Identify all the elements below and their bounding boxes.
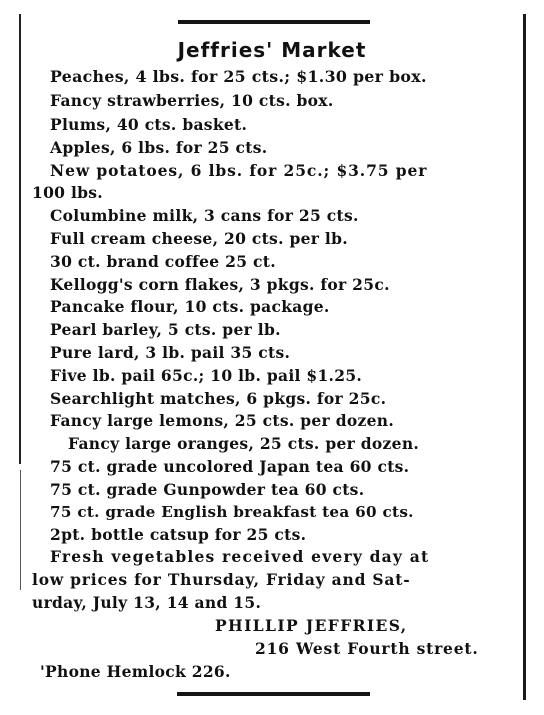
column-rule-left-lower	[20, 470, 21, 590]
ad-line-coffee: 30 ct. brand coffee 25 ct.	[50, 252, 276, 271]
ad-line-peaches: Peaches, 4 lbs. for 25 cts.; $1.30 per box.	[50, 67, 427, 86]
ad-line-potatoes-cont: 100 lbs.	[32, 183, 103, 202]
ad-line-plums: Plums, 40 cts. basket.	[50, 115, 248, 134]
ad-line-apples: Apples, 6 lbs. for 25 cts.	[50, 138, 268, 157]
ad-line-pancake-flour: Pancake flour, 10 cts. package.	[50, 297, 330, 316]
ad-line-dates: urday, July 13, 14 and 15.	[32, 593, 262, 612]
ad-line-matches: Searchlight matches, 6 pkgs. for 25c.	[50, 389, 387, 408]
ad-line-strawberries: Fancy strawberries, 10 cts. box.	[50, 91, 334, 110]
ad-line-lard: Pure lard, 3 lb. pail 35 cts.	[50, 343, 291, 362]
ad-line-vegetables: Fresh vegetables received every day at	[50, 547, 430, 566]
top-divider	[178, 20, 370, 24]
store-address: 216 West Fourth street.	[255, 639, 479, 658]
ad-line-lard-pails: Five lb. pail 65c.; 10 lb. pail $1.25.	[50, 366, 363, 385]
column-rule-left	[19, 14, 21, 464]
ad-line-gunpowder-tea: 75 ct. grade Gunpowder tea 60 cts.	[50, 480, 365, 499]
ad-line-milk: Columbine milk, 3 cans for 25 cts.	[50, 206, 359, 225]
ad-headline: Jeffries' Market	[177, 38, 367, 62]
ad-line-breakfast-tea: 75 ct. grade English breakfast tea 60 cts.	[50, 503, 414, 521]
ad-line-catsup: 2pt. bottle catsup for 25 cts.	[50, 525, 307, 544]
bottom-divider	[177, 692, 370, 696]
store-phone: 'Phone Hemlock 226.	[40, 662, 231, 681]
ad-line-japan-tea: 75 ct. grade uncolored Japan tea 60 cts.	[50, 457, 410, 476]
column-rule-right	[523, 14, 526, 700]
proprietor-name: PHILLIP JEFFRIES,	[215, 616, 408, 635]
ad-line-lemons: Fancy large lemons, 25 cts. per dozen.	[50, 411, 395, 430]
ad-line-low-prices: low prices for Thursday, Friday and Sat-	[32, 570, 411, 589]
ad-line-oranges: Fancy large oranges, 25 cts. per dozen.	[68, 434, 420, 453]
ad-line-potatoes: New potatoes, 6 lbs. for 25c.; $3.75 per	[50, 161, 428, 180]
ad-line-barley: Pearl barley, 5 cts. per lb.	[50, 320, 281, 339]
ad-line-cheese: Full cream cheese, 20 cts. per lb.	[50, 229, 348, 248]
ad-line-corn-flakes: Kellogg's corn flakes, 3 pkgs. for 25c.	[50, 275, 390, 294]
